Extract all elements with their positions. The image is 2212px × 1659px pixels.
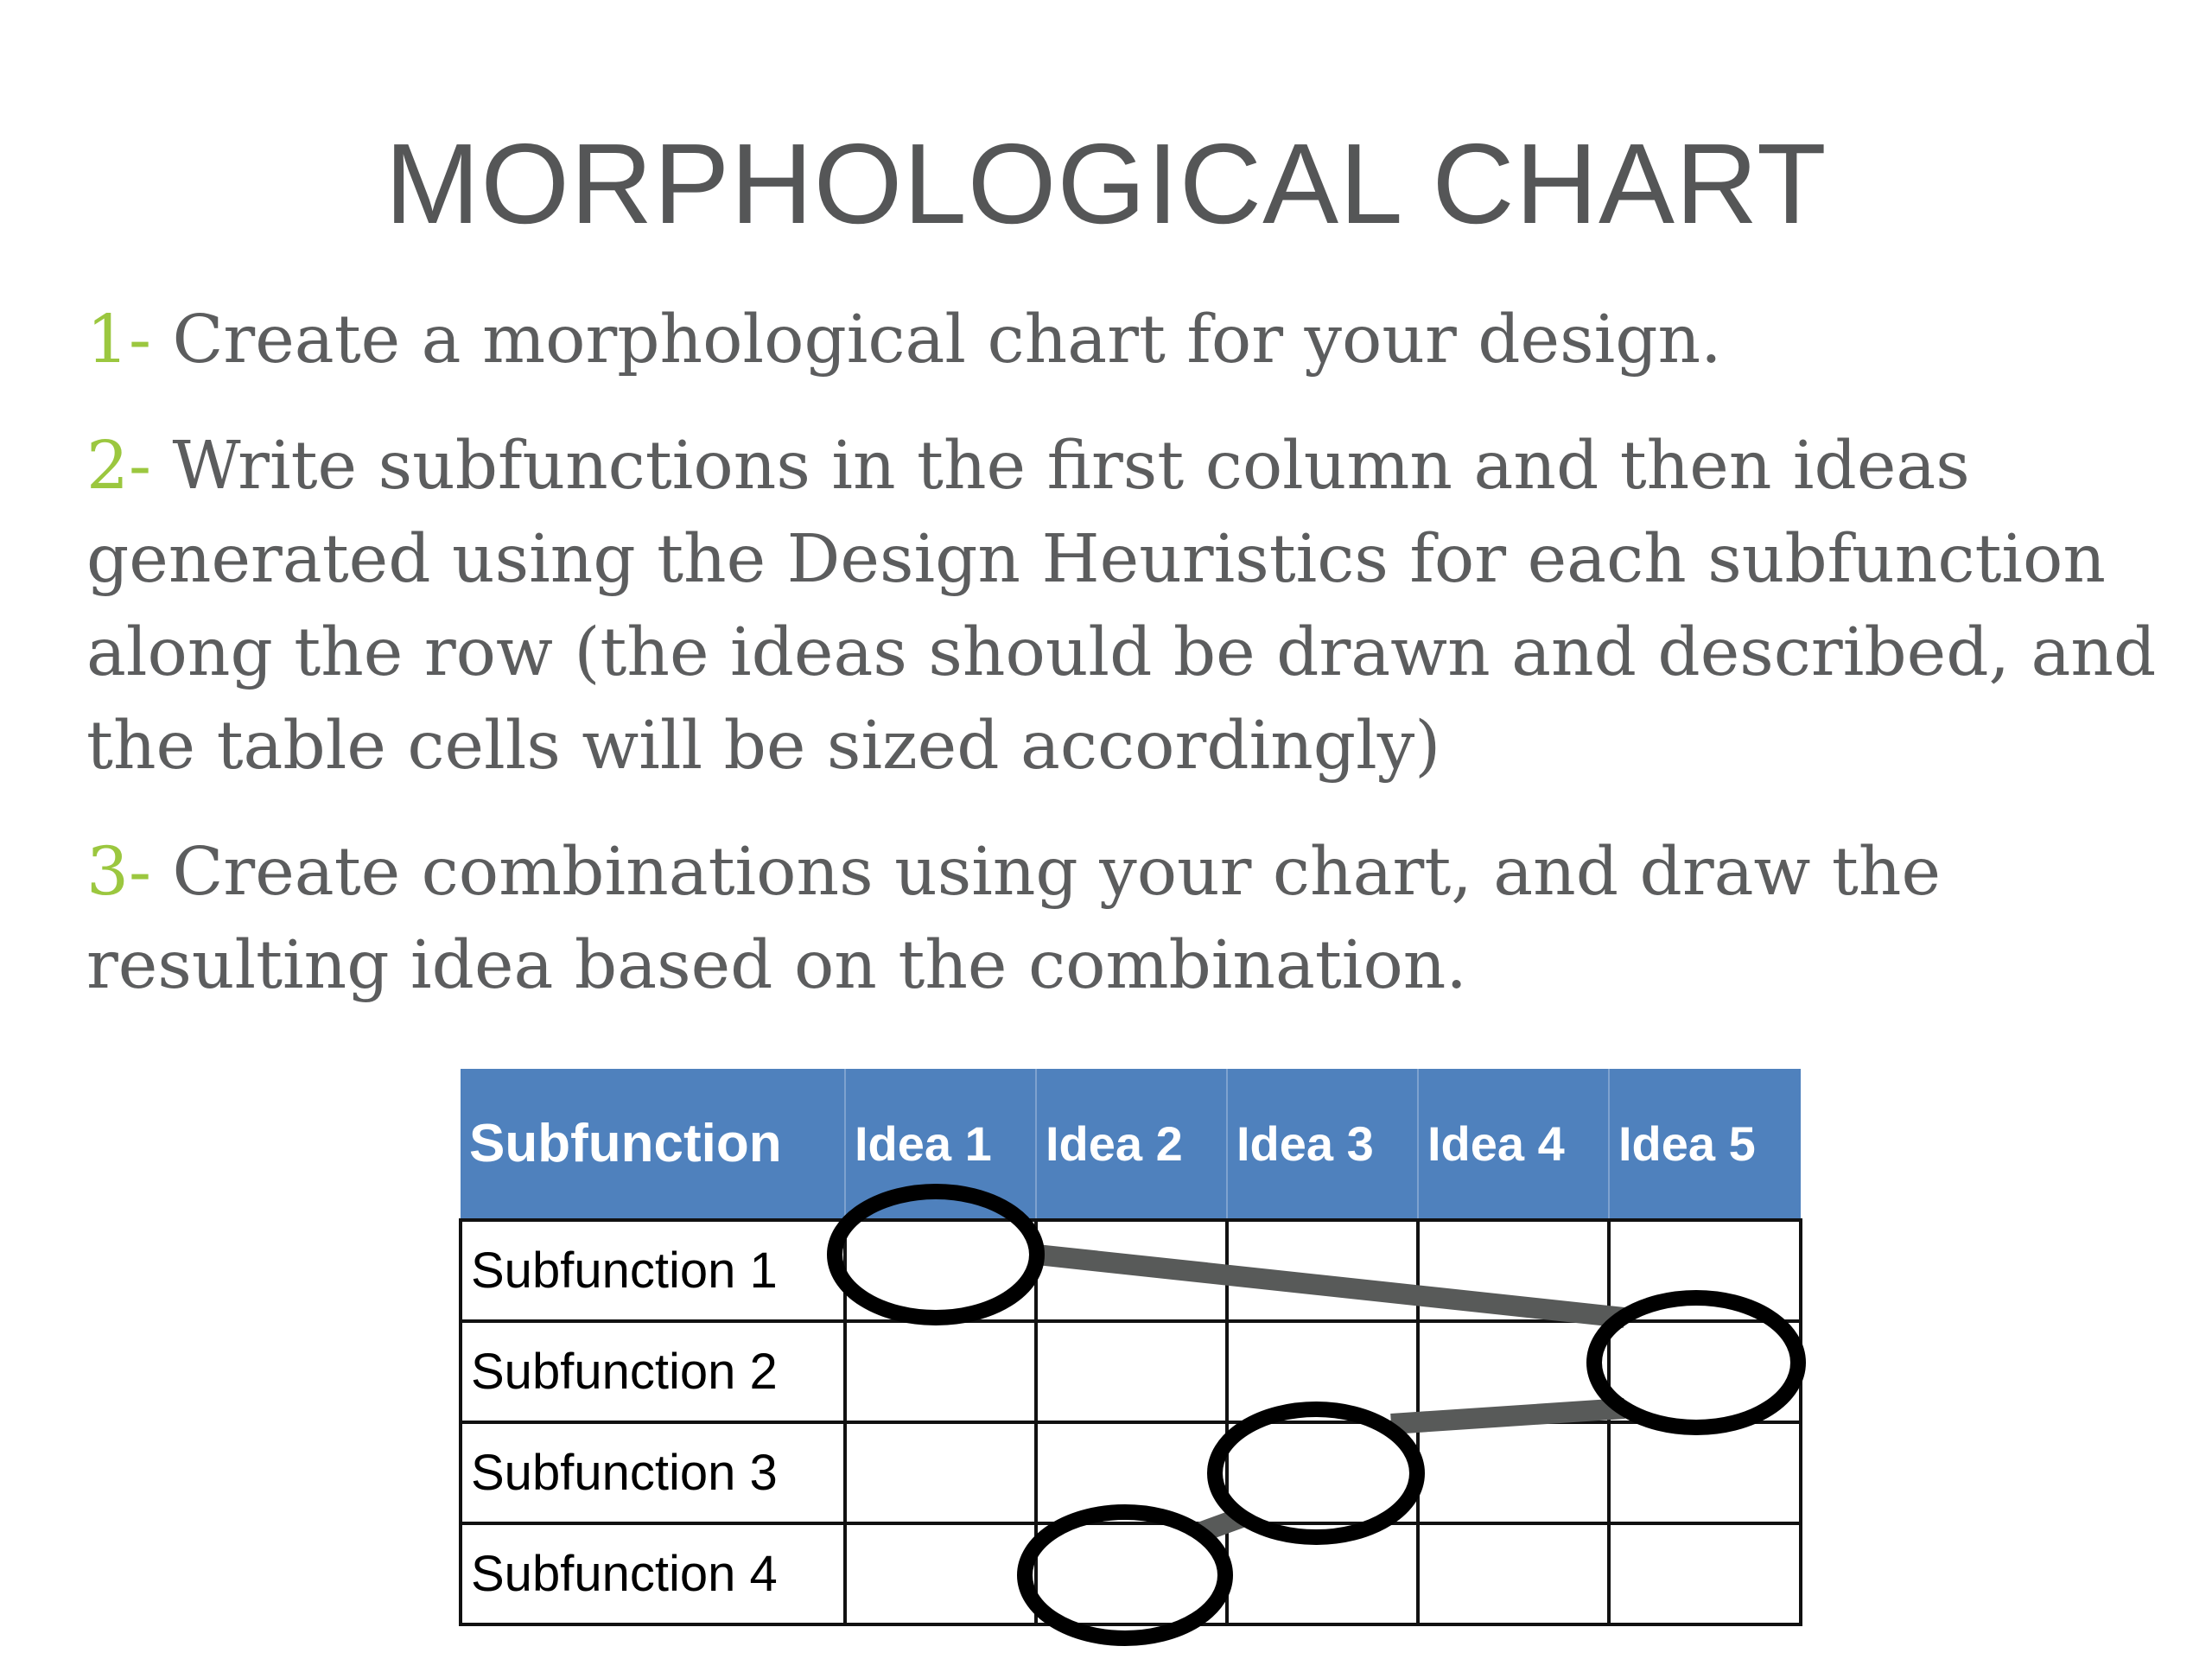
table-cell bbox=[1036, 1523, 1227, 1624]
row-label: Subfunction 2 bbox=[461, 1321, 845, 1422]
table-cell bbox=[1227, 1422, 1418, 1523]
table-cell bbox=[845, 1422, 1036, 1523]
table-cell bbox=[1418, 1422, 1609, 1523]
table-cell bbox=[1036, 1321, 1227, 1422]
table-row bbox=[461, 1523, 1801, 1624]
table-cell bbox=[1609, 1220, 1801, 1321]
table-cell bbox=[1036, 1422, 1227, 1523]
table-cell bbox=[845, 1321, 1036, 1422]
step-2 bbox=[86, 420, 2195, 793]
table-cell bbox=[845, 1523, 1036, 1624]
step-text: Create a morphological chart for your design. bbox=[172, 302, 1722, 378]
page-title: MORPHOLOGICAL CHART bbox=[385, 120, 1827, 247]
step-text: Create combinations using your chart, and draw the resulting idea based on the combination. bbox=[86, 834, 1942, 1004]
header-idea-5: Idea 5 bbox=[1609, 1069, 1801, 1220]
step-3 bbox=[86, 826, 2195, 1013]
table-cell bbox=[1418, 1321, 1609, 1422]
header-idea-4: Idea 4 bbox=[1418, 1069, 1609, 1220]
table-cell bbox=[1227, 1321, 1418, 1422]
table-cell bbox=[1036, 1220, 1227, 1321]
row-label: Subfunction 3 bbox=[461, 1422, 845, 1523]
morphological-table bbox=[459, 1069, 1802, 1626]
header-idea-2: Idea 2 bbox=[1036, 1069, 1227, 1220]
table-cell bbox=[1227, 1220, 1418, 1321]
table-row bbox=[461, 1321, 1801, 1422]
table-cell bbox=[1609, 1422, 1801, 1523]
step-number: 2- bbox=[86, 428, 152, 505]
table-cell bbox=[1609, 1321, 1801, 1422]
table-header-row bbox=[461, 1069, 1801, 1220]
table-cell bbox=[1227, 1523, 1418, 1624]
step-number: 3- bbox=[86, 834, 152, 911]
table-cell bbox=[845, 1220, 1036, 1321]
step-1 bbox=[86, 294, 2195, 387]
header-idea-1: Idea 1 bbox=[845, 1069, 1036, 1220]
instruction-list bbox=[86, 294, 2195, 1046]
step-number: 1- bbox=[86, 302, 152, 378]
row-label: Subfunction 1 bbox=[461, 1220, 845, 1321]
header-idea-3: Idea 3 bbox=[1227, 1069, 1418, 1220]
table-row bbox=[461, 1220, 1801, 1321]
table-cell bbox=[1418, 1523, 1609, 1624]
step-text: Write subfunctions in the first column and then ideas generated using the Design Heuristics for each subfunction along the row (the ideas should be drawn and described, and the table cells will be sized accordingly) bbox=[86, 428, 2157, 785]
table-row bbox=[461, 1422, 1801, 1523]
table-cell bbox=[1609, 1523, 1801, 1624]
row-label: Subfunction 4 bbox=[461, 1523, 845, 1624]
header-subfunction: Subfunction bbox=[461, 1069, 845, 1220]
table-cell bbox=[1418, 1220, 1609, 1321]
